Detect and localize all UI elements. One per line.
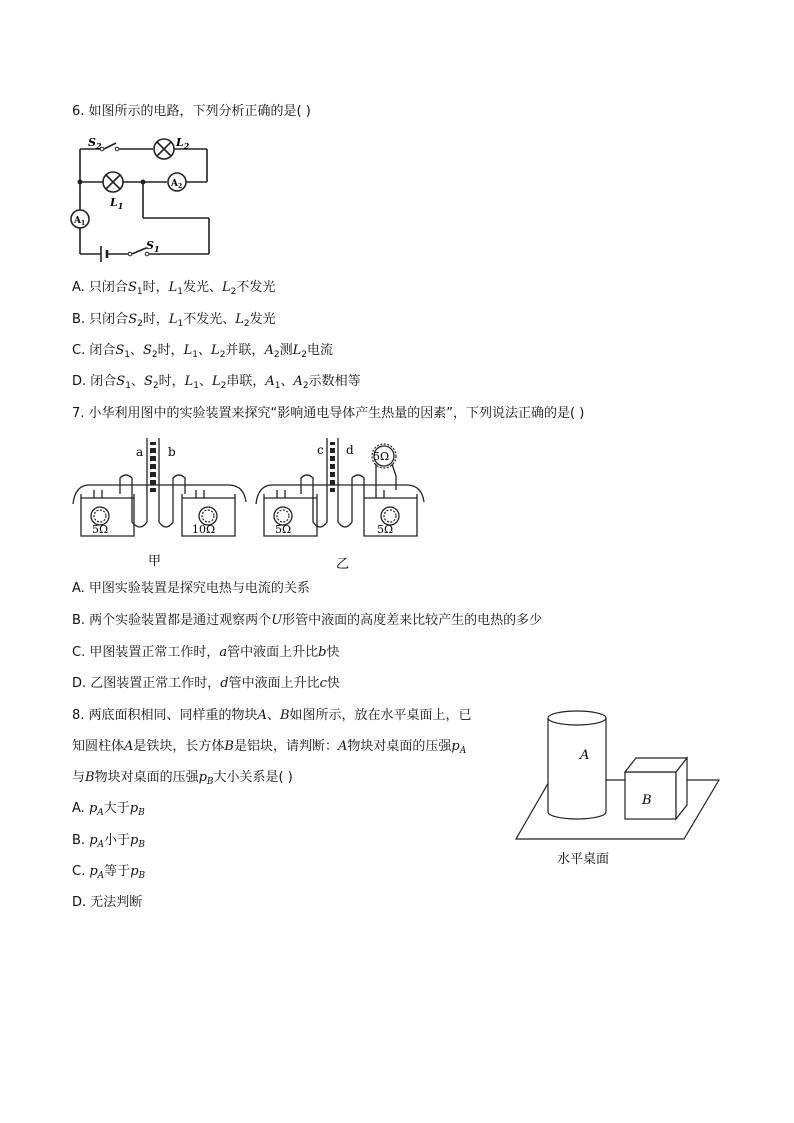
a2-label: $A_2$ [171, 179, 183, 190]
q6-option-d: D. 闭合$S_1$、$S_2$时，$L_1$、$L_2$串联，$A_1$、$A_2$示数相等 [72, 374, 361, 391]
desk-caption: 水平桌面 [557, 852, 610, 867]
resistor-yi-left: 5Ω [275, 523, 292, 536]
q8-option-a: A. $p_A$大于$p_B$ [72, 801, 145, 818]
a1-label: $A_1$ [74, 216, 86, 227]
q7-option-b: B. 两个实验装置都是通过观察两个U形管中液面的高度差来比较产生的电热的多少 [72, 613, 543, 628]
q6-option-a: A. 只闭合$S_1$时，$L_1$发光、$L_2$不发光 [72, 280, 276, 297]
label-a: A [580, 748, 590, 763]
l1-label: $L_1$ [110, 196, 124, 211]
q8-option-c: C. $p_A$等于$p_B$ [72, 864, 146, 881]
q7-experiment-diagram [70, 432, 430, 572]
label-b: B [642, 793, 652, 808]
s1-label: $S_1$ [146, 239, 160, 254]
q6-option-c: C. 闭合$S_1$、$S_2$时，$L_1$、$L_2$并联，$A_2$测$L_2$电流 [72, 343, 333, 360]
tube-label-d: d [346, 443, 354, 457]
q8-line-1: 8. 两底面积相同、同样重的物块A、B如图所示，放在水平桌面上，已 [72, 708, 472, 723]
q7-option-a: A. 甲图实验装置是探究电热与电流的关系 [72, 581, 310, 596]
q8-line-3: 与B物块对桌面的压强$p_B$大小关系是( ) [72, 770, 293, 787]
l2-label: $L_2$ [176, 136, 190, 151]
resistor-yi-right: 5Ω [377, 523, 394, 536]
q6-option-b: B. 只闭合$S_2$时，$L_1$不发光、$L_2$发光 [72, 312, 276, 329]
s2-label: $S_2$ [88, 136, 102, 151]
q6-stem: 6. 如图所示的电路，下列分析正确的是( ) [72, 104, 311, 119]
q6-circuit-diagram [70, 134, 220, 264]
resistor-jia-right: 10Ω [192, 523, 216, 536]
resistor-jia-left: 5Ω [92, 523, 109, 536]
q7-option-d: D. 乙图装置正常工作时，d管中液面上升比c快 [72, 676, 340, 691]
resistor-yi-outside: 5Ω [373, 450, 390, 463]
tube-label-c: c [317, 443, 324, 457]
q8-line-2: 知圆柱体A是铁块，长方体B是铝块，请判断：A物块对桌面的压强$p_A$ [72, 739, 467, 756]
caption-jia: 甲 [148, 554, 162, 569]
tube-label-b: b [168, 445, 176, 459]
tube-label-a: a [136, 445, 144, 459]
q8-option-b: B. $p_A$小于$p_B$ [72, 833, 145, 850]
q8-desk-diagram [512, 706, 724, 870]
q8-option-d: D. 无法判断 [72, 895, 143, 910]
q7-stem: 7. 小华利用图中的实验装置来探究“影响通电导体产生热量的因素”，下列说法正确的是( ) [72, 406, 585, 421]
q7-option-c: C. 甲图装置正常工作时，a管中液面上升比b快 [72, 645, 340, 660]
caption-yi: 乙 [336, 557, 350, 572]
